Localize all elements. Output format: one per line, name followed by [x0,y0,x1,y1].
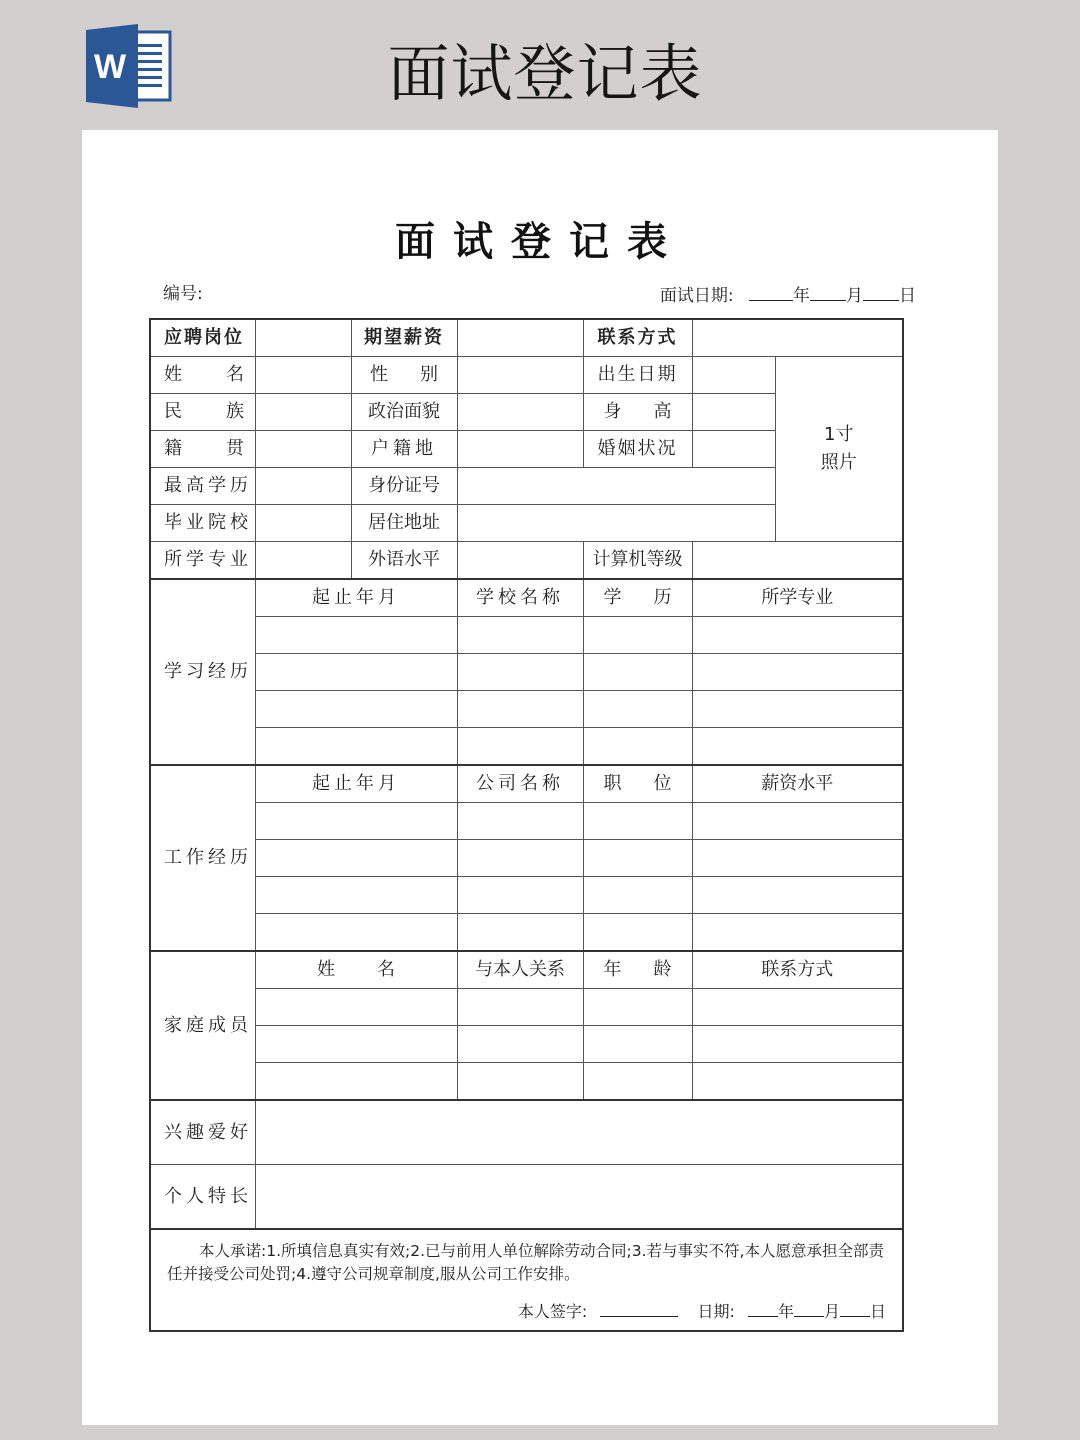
study-major-cell[interactable] [692,691,903,728]
family-name-cell[interactable] [255,1026,457,1063]
year-blank[interactable] [749,282,793,301]
study-school-cell[interactable] [457,728,583,766]
word-icon-letter: W [93,48,127,86]
work-title-cell[interactable] [583,877,692,914]
work-salary-cell[interactable] [692,877,903,914]
table-row [150,1026,903,1063]
photo-placeholder[interactable] [775,357,903,542]
sign-year-blank[interactable] [748,1298,778,1317]
row-major [150,542,903,580]
study-major-cell[interactable] [692,617,903,654]
name-field[interactable] [255,357,351,394]
height-field[interactable] [692,394,775,431]
height-label: 身 高 [583,394,692,431]
table-row [150,691,903,728]
document-title: 面试登记表 [395,219,685,265]
family-name-cell[interactable] [255,989,457,1026]
sign-day-text: 日 [869,1302,886,1321]
work-period-cell[interactable] [255,914,457,952]
sign-month-blank[interactable] [794,1298,824,1317]
table-row [150,914,903,952]
language-level-label: 外语水平 [351,542,457,580]
study-major-header: 所学专业 [692,579,903,617]
family-name-header: 姓 名 [255,951,457,989]
family-name-cell[interactable] [255,1063,457,1101]
work-title-cell[interactable] [583,803,692,840]
work-history-label: 工作经历 [150,765,255,951]
native-place-label: 籍 贯 [150,431,255,468]
name-label: 姓 名 [150,357,255,394]
computer-level-field[interactable] [692,542,903,580]
family-age-cell[interactable] [583,1026,692,1063]
table-row [150,877,903,914]
table-row [150,989,903,1026]
birth-date-label: 出生日期 [583,357,692,394]
work-title-header: 职 位 [583,765,692,803]
family-age-header: 年 龄 [583,951,692,989]
address-label: 居住地址 [351,505,457,542]
major-field[interactable] [255,542,351,580]
study-degree-cell[interactable] [583,691,692,728]
work-title-cell[interactable] [583,840,692,877]
interview-date-line [660,282,916,308]
signature-label: 本人签字: [517,1302,588,1321]
position-label: 应聘岗位 [150,319,255,357]
graduate-school-field[interactable] [255,505,351,542]
education-label: 最高学历 [150,468,255,505]
day-text: 日 [899,286,916,306]
study-major-cell[interactable] [692,654,903,691]
language-level-field[interactable] [457,542,583,580]
study-period-cell[interactable] [255,617,457,654]
photo-text: 照片 [820,452,857,473]
study-period-header: 起止年月 [255,579,457,617]
family-age-cell[interactable] [583,989,692,1026]
row-position [150,319,903,357]
family-age-cell[interactable] [583,1063,692,1101]
study-school-cell[interactable] [457,654,583,691]
sign-month-text: 月 [823,1302,840,1321]
study-header-row [150,579,903,617]
household-register-field[interactable] [457,431,583,468]
political-status-label: 政治面貌 [351,394,457,431]
skills-row [150,1165,903,1230]
work-company-cell[interactable] [457,914,583,952]
work-company-cell[interactable] [457,877,583,914]
table-row [150,803,903,840]
table-row [150,1063,903,1101]
id-number-label: 身份证号 [351,468,457,505]
family-relation-cell[interactable] [457,1026,583,1063]
table-row [150,654,903,691]
year-text: 年 [793,286,810,306]
family-relation-cell[interactable] [457,989,583,1026]
work-salary-header: 薪资水平 [692,765,903,803]
computer-level-label: 计算机等级 [583,542,692,580]
study-major-cell[interactable] [692,728,903,766]
signature-blank[interactable] [600,1298,678,1317]
salary-label: 期望薪资 [351,319,457,357]
pledge-row [150,1229,903,1331]
political-status-field[interactable] [457,394,583,431]
family-contact-cell[interactable] [692,1063,903,1101]
study-degree-cell[interactable] [583,728,692,766]
work-salary-cell[interactable] [692,803,903,840]
row-name [150,357,903,394]
table-row [150,840,903,877]
work-company-cell[interactable] [457,840,583,877]
banner-title: 面试登记表 [387,37,703,110]
month-text: 月 [846,286,863,306]
work-title-cell[interactable] [583,914,692,952]
id-number-field[interactable] [457,468,775,505]
study-school-cell[interactable] [457,691,583,728]
photo-size-text: 1寸 [824,424,854,445]
study-period-cell[interactable] [255,691,457,728]
study-history-label: 学习经历 [150,579,255,765]
study-school-cell[interactable] [457,617,583,654]
month-blank[interactable] [810,282,846,301]
work-period-cell[interactable] [255,803,457,840]
family-relation-header: 与本人关系 [457,951,583,989]
study-degree-cell[interactable] [583,617,692,654]
serial-number-label: 编号: [163,284,203,304]
major-label: 所学专业 [150,542,255,580]
family-contact-cell[interactable] [692,1026,903,1063]
household-register-label: 户籍地 [351,431,457,468]
signature-line [167,1298,886,1323]
gender-field[interactable] [457,357,583,394]
hobbies-label: 兴趣爱好 [150,1100,255,1165]
sign-day-blank[interactable] [840,1298,870,1317]
work-period-header: 起止年月 [255,765,457,803]
contact-field[interactable] [692,319,903,357]
salary-field[interactable] [457,319,583,357]
ethnicity-label: 民 族 [150,394,255,431]
sign-date-label: 日期: [697,1302,735,1321]
address-field[interactable] [457,505,775,542]
pledge-text: 本人承诺:1.所填信息真实有效;2.已与前用人单位解除劳动合同;3.若与事实不符,本人愿意承担全部责任并接受公司处罚;4.遵守公司规章制度,服从公司工作安排。 [167,1242,884,1283]
day-blank[interactable] [863,282,899,301]
marital-status-label: 婚姻状况 [583,431,692,468]
hobbies-row [150,1100,903,1165]
table-row [150,617,903,654]
contact-label: 联系方式 [583,319,692,357]
work-salary-cell[interactable] [692,840,903,877]
interview-date-label: 面试日期: [659,286,734,306]
marital-status-field[interactable] [692,431,775,468]
birth-date-field[interactable] [692,357,775,394]
work-company-header: 公司名称 [457,765,583,803]
native-place-field[interactable] [255,431,351,468]
table-row [150,728,903,766]
position-field[interactable] [255,319,351,357]
study-school-header: 学校名称 [457,579,583,617]
skills-label: 个人特长 [150,1165,255,1230]
family-contact-cell[interactable] [692,989,903,1026]
hobbies-field[interactable] [255,1100,903,1165]
work-period-cell[interactable] [255,840,457,877]
ethnicity-field[interactable] [255,394,351,431]
skills-field[interactable] [255,1165,903,1230]
work-company-cell[interactable] [457,803,583,840]
pledge-cell [150,1229,903,1331]
interview-form-table [149,318,904,1332]
study-period-cell[interactable] [255,728,457,766]
family-members-label: 家庭成员 [150,951,255,1100]
sign-year-text: 年 [777,1302,794,1321]
education-field[interactable] [255,468,351,505]
study-degree-cell[interactable] [583,654,692,691]
work-header-row [150,765,903,803]
study-period-cell[interactable] [255,654,457,691]
work-salary-cell[interactable] [692,914,903,952]
family-header-row [150,951,903,989]
family-relation-cell[interactable] [457,1063,583,1101]
work-period-cell[interactable] [255,877,457,914]
gender-label: 性 别 [351,357,457,394]
study-degree-header: 学 历 [583,579,692,617]
family-contact-header: 联系方式 [692,951,903,989]
graduate-school-label: 毕业院校 [150,505,255,542]
